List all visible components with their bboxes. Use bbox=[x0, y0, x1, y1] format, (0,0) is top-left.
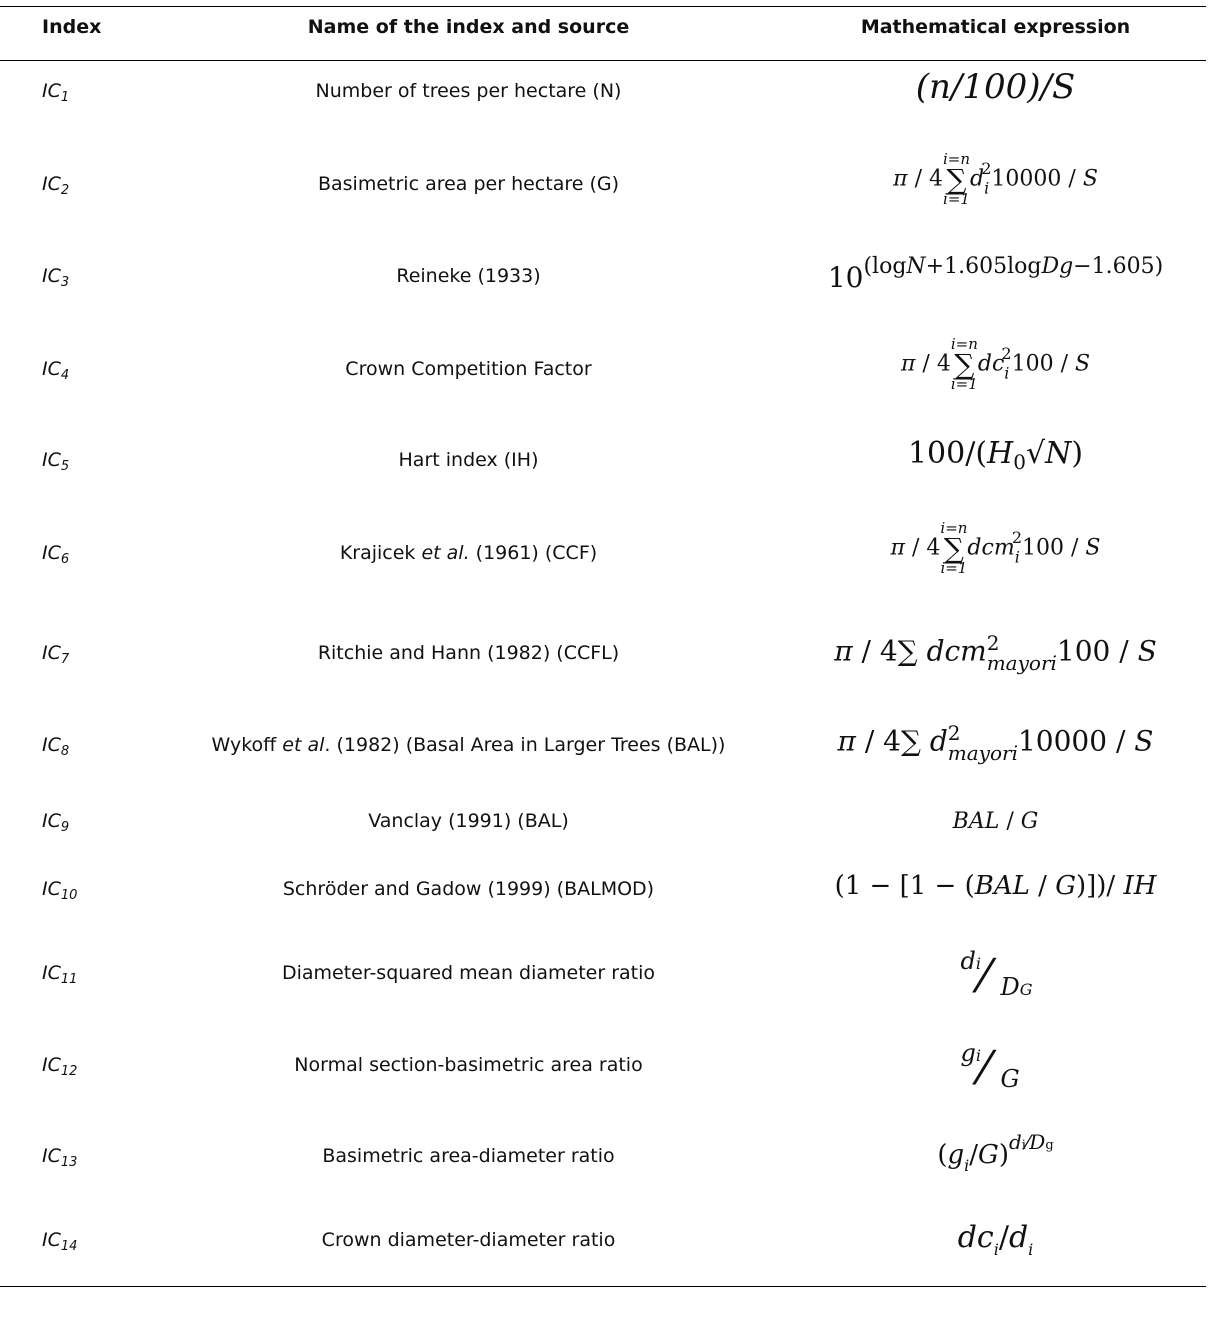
math-expression: π / 4∑ dcm 2 mayori 100 / S bbox=[834, 631, 1157, 675]
math-expression: π / 4∑ d 2 mayori 10000 / S bbox=[837, 721, 1154, 765]
index-label: $IC_{14}$ bbox=[42, 1229, 78, 1254]
index-name: Basimetric area per hectare (G) bbox=[317, 173, 620, 195]
math-expression: $10^{(logN+1.605logDg-1.605)}$ bbox=[827, 254, 1164, 294]
index-name: Number of trees per hectare (N) bbox=[315, 80, 622, 102]
index-label: $IC_{13}$ bbox=[42, 1145, 78, 1170]
index-label: $IC_2$ bbox=[42, 173, 70, 198]
index-name: Krajicek et al. (1961) (CCF) bbox=[339, 542, 598, 564]
math-expression: di ⁄ DG bbox=[960, 947, 1033, 1003]
index-label: $IC_1$ bbox=[42, 80, 70, 105]
math-expression: π / 4 i=n ∑ i=1 $dc_i^2100$ / S bbox=[900, 335, 1091, 394]
index-name: Vanclay (1991) (BAL) bbox=[368, 810, 569, 832]
math-expression bbox=[785, 67, 1206, 107]
index-label: $IC_5$ bbox=[42, 449, 70, 474]
index-name: Ritchie and Hann (1982) (CCFL) bbox=[317, 642, 620, 664]
index-name: Crown diameter-diameter ratio bbox=[321, 1229, 616, 1251]
index-label: $IC_8$ bbox=[42, 734, 70, 759]
header-expression: Mathematical expression bbox=[860, 16, 1131, 38]
index-name: Hart index (IH) bbox=[398, 449, 539, 471]
header-index: Index bbox=[42, 16, 102, 38]
index-label: $IC_9$ bbox=[42, 810, 70, 835]
math-expression: $100/(H_0√N)$ bbox=[907, 436, 1084, 474]
math-expression: gi ⁄ G bbox=[960, 1039, 1020, 1095]
math-expression: π / 4 i=n ∑ i=1 $d_i^210000$ / S bbox=[893, 150, 1098, 209]
index-name: Crown Competition Factor bbox=[345, 358, 592, 380]
index-name: Diameter-squared mean diameter ratio bbox=[281, 962, 656, 984]
index-label: $IC_{11}$ bbox=[42, 962, 78, 987]
index-label: $IC_3$ bbox=[42, 265, 70, 290]
header-name: Name of the index and source bbox=[307, 16, 630, 38]
index-label: $IC_6$ bbox=[42, 542, 70, 567]
index-name: Normal section-basimetric area ratio bbox=[294, 1054, 643, 1076]
math-expression: (1 − [1 − (BAL / G)])/ IH bbox=[834, 871, 1157, 901]
table-top-rule bbox=[0, 6, 1206, 7]
index-name: Schröder and Gadow (1999) (BALMOD) bbox=[282, 878, 655, 900]
index-label: $IC_{10}$ bbox=[42, 878, 78, 903]
math-expression: $(g_i/G)^{di⁄Dg}$ bbox=[937, 1130, 1054, 1175]
index-label: $IC_{12}$ bbox=[42, 1054, 78, 1079]
index-label: $IC_7$ bbox=[42, 642, 70, 667]
expression-text: (n/100)/S bbox=[915, 67, 1076, 107]
math-expression: π / 4 i=n ∑ i=1 dcm$_i^2$100 / S bbox=[890, 519, 1101, 578]
index-name: Wykoff et al. (1982) (Basal Area in Larger Trees (BAL)) bbox=[211, 734, 726, 756]
table-header-rule bbox=[0, 60, 1206, 61]
index-name: Basimetric area-diameter ratio bbox=[322, 1145, 615, 1167]
math-expression: $dc_i/d_i$ bbox=[957, 1220, 1034, 1259]
table-bottom-rule bbox=[0, 1286, 1206, 1287]
index-label: $IC_4$ bbox=[42, 358, 70, 383]
index-name: Reineke (1933) bbox=[396, 265, 541, 287]
math-expression: BAL / G bbox=[952, 809, 1039, 834]
